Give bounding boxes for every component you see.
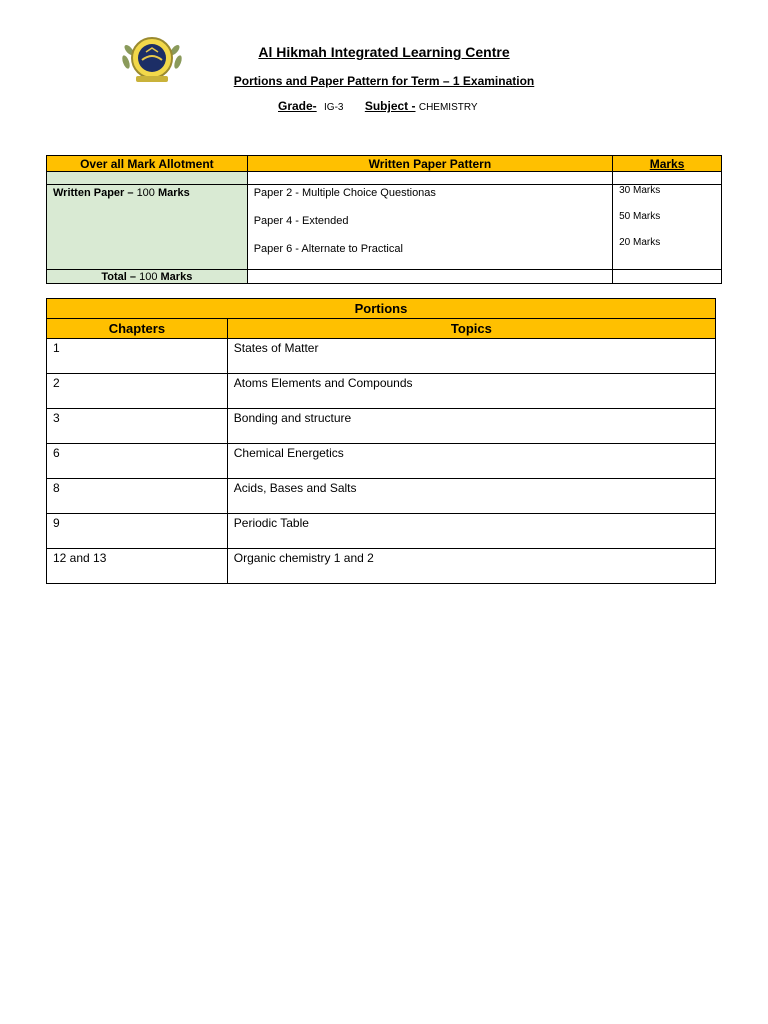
topic-cell: Organic chemistry 1 and 2 [227,549,715,584]
paper-item: Paper 2 - Multiple Choice Questionas [253,187,436,199]
marks-item: 50 Marks [619,211,661,222]
marks-item: 30 Marks [619,185,661,196]
total-marks: Total – 100 Marks [47,270,248,284]
written-paper-allotment: Written Paper – 100 Marks [47,185,248,270]
topic-cell: Periodic Table [227,514,715,549]
topic-cell: Bonding and structure [227,409,715,444]
topic-cell: Atoms Elements and Compounds [227,374,715,409]
marks-table-header [47,156,722,172]
portions-table [46,298,716,584]
header-overall-allotment: Over all Mark Allotment [47,156,248,172]
paper-item: Paper 4 - Extended [253,215,349,227]
chapter-cell: 6 [47,444,228,479]
written-paper-row [47,185,722,270]
subject-label: Subject - [364,99,416,113]
document-subtitle: Portions and Paper Pattern for Term – 1 Examination [233,74,535,88]
table-row [47,479,716,514]
header-written-pattern: Written Paper Pattern [247,156,612,172]
header-marks: Marks [613,156,722,172]
grade-value: IG-3 [324,102,344,113]
table-row [47,409,716,444]
header-chapters: Chapters [47,319,228,339]
table-row [47,374,716,409]
portions-title: Portions [47,299,716,319]
grade-label: Grade- [278,99,317,113]
chapter-cell: 9 [47,514,228,549]
institution-title: Al Hikmah Integrated Learning Centre [258,44,510,60]
blank-row [47,172,722,185]
grade-subject-line [278,99,478,113]
paper-list [247,185,612,270]
topic-cell: Acids, Bases and Salts [227,479,715,514]
chapter-cell: 12 and 13 [47,549,228,584]
table-row [47,339,716,374]
topic-cell: Chemical Energetics [227,444,715,479]
chapter-cell: 8 [47,479,228,514]
table-row [47,444,716,479]
header-topics: Topics [227,319,715,339]
paper-item: Paper 6 - Alternate to Practical [253,243,403,255]
chapter-cell: 1 [47,339,228,374]
chapter-cell: 2 [47,374,228,409]
marks-table [46,155,722,284]
table-row [47,549,716,584]
total-row [47,270,722,284]
subject-value: CHEMISTRY [418,102,478,113]
table-row [47,514,716,549]
chapter-cell: 3 [47,409,228,444]
marks-item: 20 Marks [619,237,661,248]
marks-list [613,185,722,270]
topic-cell: States of Matter [227,339,715,374]
